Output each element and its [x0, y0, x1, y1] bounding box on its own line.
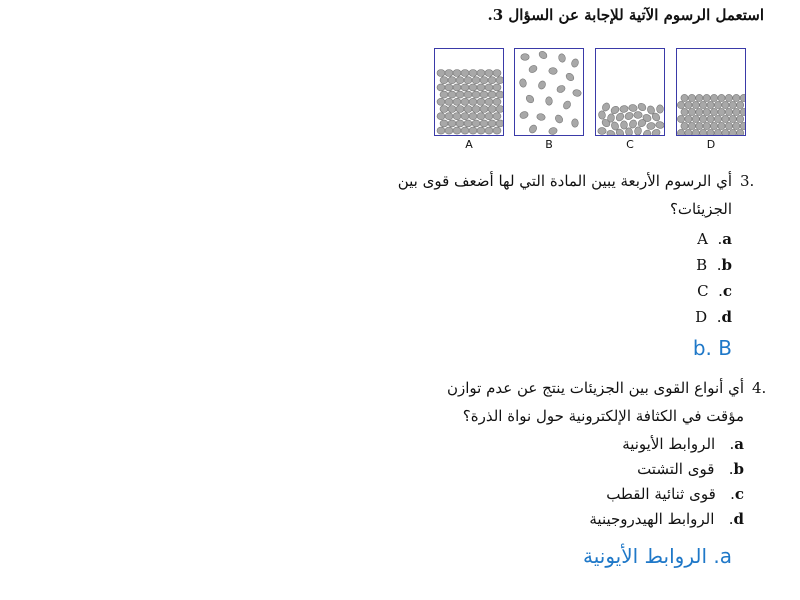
particle: [469, 113, 477, 120]
particle: [681, 108, 688, 115]
particle: [714, 115, 721, 122]
particle: [445, 84, 453, 91]
particle: [453, 98, 461, 105]
particle: [737, 101, 744, 108]
particle: [646, 122, 656, 131]
particle: [440, 77, 448, 84]
particle: [725, 108, 732, 115]
question-3-line-1: أي الرسوم الأربعة يبين المادة التي لها أضعف قوى بين: [397, 172, 732, 190]
figure-c-box: [595, 48, 665, 136]
particle: [437, 127, 445, 134]
particle: [525, 94, 536, 105]
particle: [548, 127, 558, 136]
particle: [528, 124, 538, 135]
particle: [703, 94, 710, 101]
particle: [485, 84, 493, 91]
particle: [453, 113, 461, 120]
figure-a-box: [434, 48, 504, 136]
particle: [733, 108, 740, 115]
particle: [496, 106, 504, 113]
q4-option-a[interactable]: a. الروابط الأيونية: [622, 435, 744, 453]
particle: [480, 120, 488, 127]
particle: [598, 110, 606, 119]
question-3-line-2: الجزيئات؟: [669, 200, 732, 218]
particle: [493, 98, 501, 105]
particle: [657, 105, 664, 113]
particle: [453, 127, 461, 134]
particle: [537, 80, 547, 90]
particle: [437, 70, 445, 77]
q3-option-a[interactable]: A .a: [697, 230, 732, 248]
particle: [538, 50, 549, 60]
particle: [480, 77, 488, 84]
particle: [456, 120, 464, 127]
particle: [477, 98, 485, 105]
particle: [685, 101, 692, 108]
particle: [493, 84, 501, 91]
particle: [461, 98, 469, 105]
particle: [685, 115, 692, 122]
particle: [737, 115, 744, 122]
particle: [485, 98, 493, 105]
particle: [696, 94, 703, 101]
figure-d-box: [676, 48, 746, 136]
particle: [572, 89, 581, 97]
particle: [461, 113, 469, 120]
particle: [619, 105, 628, 113]
particle: [464, 106, 472, 113]
particle: [496, 120, 504, 127]
particle: [464, 91, 472, 98]
q3-option-b[interactable]: B .b: [696, 256, 732, 274]
particle: [480, 106, 488, 113]
particle: [707, 101, 714, 108]
particle: [464, 120, 472, 127]
figure-b-label: B: [545, 138, 553, 151]
particle: [692, 129, 699, 136]
particle: [655, 121, 664, 129]
particle: [703, 108, 710, 115]
particle: [440, 91, 448, 98]
particle: [445, 98, 453, 105]
particle: [456, 91, 464, 98]
particle: [740, 108, 746, 115]
particle: [485, 113, 493, 120]
particle: [725, 94, 732, 101]
particle: [445, 113, 453, 120]
particle: [477, 70, 485, 77]
particle: [722, 101, 729, 108]
figure-d-label: D: [706, 138, 716, 151]
figure-b-box: [514, 48, 584, 136]
particle: [677, 115, 684, 122]
q4-option-c[interactable]: c. قوى ثنائية القطب: [606, 485, 744, 503]
particle: [740, 94, 746, 101]
particle: [493, 127, 501, 134]
particle: [634, 112, 642, 119]
particle: [461, 70, 469, 77]
particle: [472, 120, 480, 127]
particle: [598, 128, 606, 135]
particle: [488, 120, 496, 127]
particle: [677, 129, 684, 136]
particle: [456, 106, 464, 113]
particle: [681, 94, 688, 101]
particle: [565, 72, 576, 83]
particle: [488, 91, 496, 98]
particle: [714, 101, 721, 108]
particle: [453, 70, 461, 77]
question-4-number: 4.: [752, 379, 767, 397]
particle: [696, 122, 703, 129]
particle: [469, 127, 477, 134]
particle: [718, 94, 725, 101]
particle: [703, 122, 710, 129]
particle: [737, 129, 744, 136]
particle: [556, 84, 566, 94]
particle: [461, 84, 469, 91]
particle: [692, 115, 699, 122]
particle: [572, 119, 579, 128]
instruction-text: استعمل الرسوم الآتية للإجابة عن السؤال 3.: [487, 6, 764, 24]
particle: [453, 84, 461, 91]
particle: [496, 77, 504, 84]
particle: [519, 78, 527, 88]
particle: [714, 129, 721, 136]
particle: [725, 122, 732, 129]
question-4-line-2: مؤقت في الكثافة الإلكترونية حول نواة الذرة؟: [462, 407, 744, 425]
question-4-line-1: أي أنواع القوى بين الجزيئات ينتج عن عدم توازن: [446, 379, 744, 397]
particle: [711, 94, 718, 101]
particle: [681, 122, 688, 129]
particle: [570, 58, 579, 68]
particle: [477, 113, 485, 120]
particle: [461, 127, 469, 134]
particle: [472, 77, 480, 84]
figure-a-label: A: [465, 138, 473, 151]
particle: [445, 127, 453, 134]
particle: [688, 94, 695, 101]
particle: [740, 122, 746, 129]
particle: [485, 70, 493, 77]
particle: [628, 104, 638, 113]
particle: [437, 113, 445, 120]
particle: [545, 96, 552, 105]
particle: [562, 100, 572, 111]
particle: [472, 91, 480, 98]
particle: [634, 126, 642, 135]
particle: [493, 70, 501, 77]
particle: [549, 67, 558, 74]
particle: [700, 129, 707, 136]
particle: [485, 127, 493, 134]
particle: [496, 91, 504, 98]
particle: [729, 115, 736, 122]
particle: [718, 122, 725, 129]
particle: [729, 129, 736, 136]
particle: [437, 98, 445, 105]
q4-option-b[interactable]: b. قوى التشتت: [637, 460, 744, 478]
particle: [472, 106, 480, 113]
particle: [707, 129, 714, 136]
particle: [493, 113, 501, 120]
particle: [722, 115, 729, 122]
q4-option-d[interactable]: d. الروابط الهيدروجينية: [589, 510, 744, 528]
particle: [469, 70, 477, 77]
particle: [722, 129, 729, 136]
particle: [688, 122, 695, 129]
q3-answer: b. B: [692, 336, 732, 360]
particle: [488, 106, 496, 113]
particle: [554, 114, 564, 125]
particle: [477, 84, 485, 91]
particle: [729, 101, 736, 108]
question-3-number: 3.: [740, 172, 755, 190]
figure-c-label: C: [626, 138, 634, 151]
particle: [488, 77, 496, 84]
particle: [711, 108, 718, 115]
particle: [707, 115, 714, 122]
particle: [448, 106, 456, 113]
particle: [733, 122, 740, 129]
particle: [700, 101, 707, 108]
particle: [480, 91, 488, 98]
particle: [692, 101, 699, 108]
particle: [440, 120, 448, 127]
particle: [445, 70, 453, 77]
particle: [456, 77, 464, 84]
particle: [700, 115, 707, 122]
particle: [536, 113, 546, 122]
particle: [624, 111, 634, 121]
particle: [688, 108, 695, 115]
particle: [685, 129, 692, 136]
particle: [558, 53, 567, 63]
particle: [733, 94, 740, 101]
particle: [448, 91, 456, 98]
particle: [464, 77, 472, 84]
particle: [677, 101, 684, 108]
particle: [437, 84, 445, 91]
particle: [637, 102, 648, 113]
particle: [448, 77, 456, 84]
particle: [521, 54, 529, 61]
q3-option-c[interactable]: C .c: [697, 282, 732, 300]
particle: [696, 108, 703, 115]
particle: [469, 84, 477, 91]
particle: [711, 122, 718, 129]
particle: [469, 98, 477, 105]
particle: [528, 64, 539, 74]
particle: [519, 110, 529, 119]
q3-option-d[interactable]: D .d: [695, 308, 732, 326]
particle: [440, 106, 448, 113]
particle: [477, 127, 485, 134]
particle: [718, 108, 725, 115]
particle: [621, 121, 628, 129]
q4-answer: a. الروابط الأيونية: [583, 544, 732, 568]
particle: [448, 120, 456, 127]
